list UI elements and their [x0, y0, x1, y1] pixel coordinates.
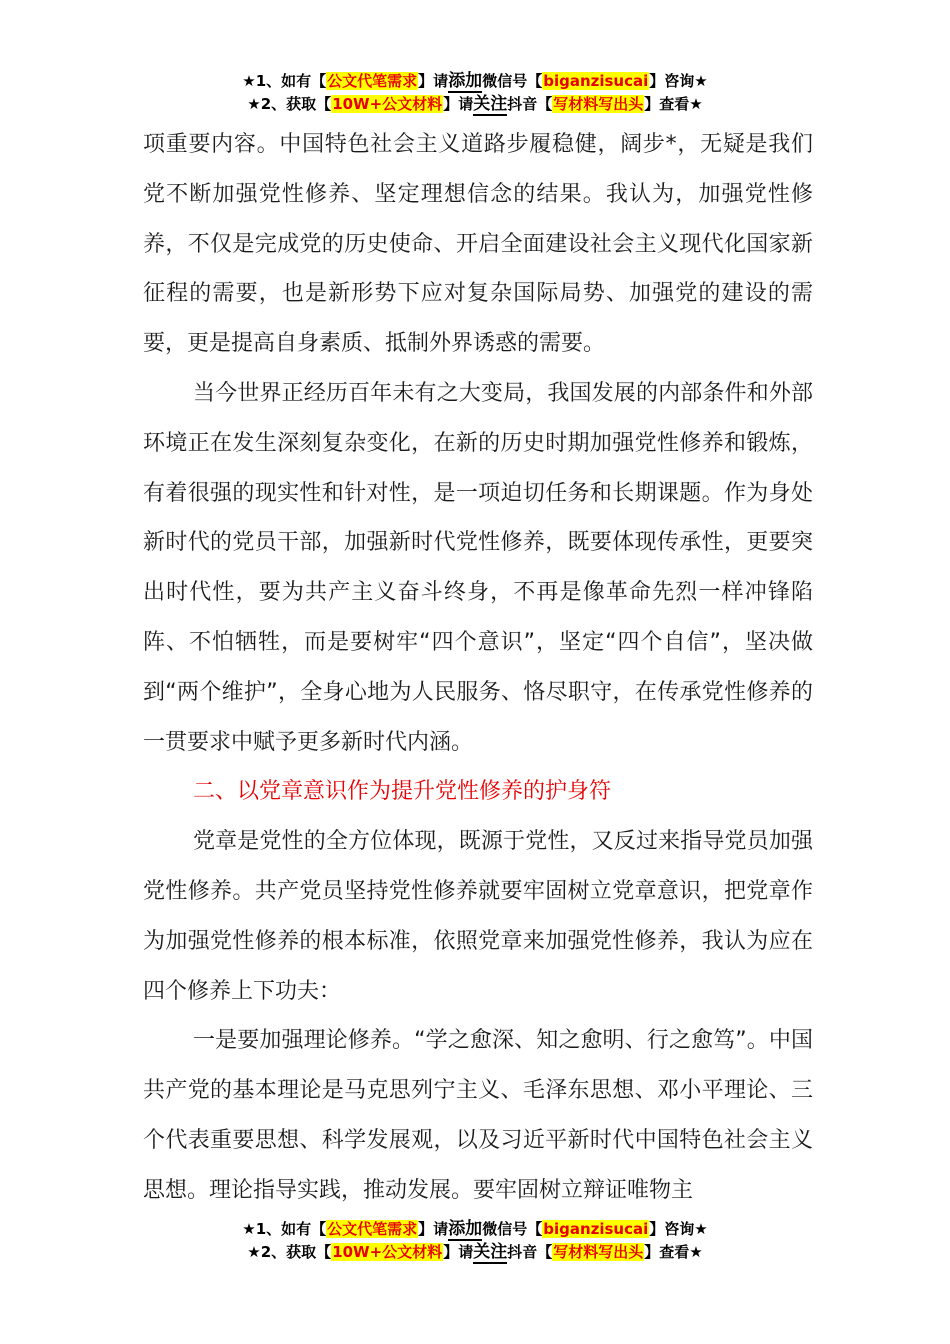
banner-text: 】请 — [418, 72, 449, 90]
banner-highlight: 写材料写出头 — [553, 95, 644, 113]
banner-text: 】查看★ — [644, 95, 703, 113]
banner-text: 抖音【 — [507, 95, 553, 113]
banner-line-2 — [0, 1241, 950, 1264]
section-heading: 二、以党章意识作为提升党性修养的护身符 — [193, 779, 612, 805]
header-banner — [0, 70, 950, 116]
banner-text: 】咨询★ — [649, 1220, 708, 1238]
banner-line-1 — [0, 1218, 950, 1241]
banner-text: ★2、获取【 — [247, 95, 332, 113]
banner-highlight: 10W+公文材料 — [332, 1243, 443, 1261]
banner-highlight: 公文代笔需求 — [327, 72, 418, 90]
banner-line-1 — [0, 70, 950, 93]
banner-highlight: 公文代笔需求 — [327, 1220, 418, 1238]
banner-line-2 — [0, 93, 950, 116]
banner-text: 】咨询★ — [649, 72, 708, 90]
banner-keyword: 添加 — [448, 71, 483, 91]
banner-keyword: 添加 — [448, 1219, 483, 1239]
banner-keyword: 关注 — [473, 1242, 508, 1262]
banner-text: 】请 — [418, 1220, 449, 1238]
paragraph: 一是要加强理论修养。“学之愈深、知之愈明、行之愈笃”。中国共产党的基本理论是马克思列宁主义、毛泽东思想、邓小平理论、三个代表重要思想、科学发展观，以及习近平新时代中国特色社会主义思想。理论指导实践，推动发展。要牢固树立辩证唯物主 — [143, 1028, 813, 1203]
banner-highlight: 写材料写出头 — [553, 1243, 644, 1261]
banner-text: 抖音【 — [507, 1243, 553, 1261]
banner-text: 微信号【 — [482, 72, 543, 90]
document-body — [143, 120, 813, 1216]
banner-highlight: 10W+公文材料 — [332, 95, 443, 113]
banner-text: ★2、获取【 — [247, 1243, 332, 1261]
banner-text: 】查看★ — [644, 1243, 703, 1261]
banner-highlight: biganzisucai — [543, 72, 649, 90]
paragraph: 党章是党性的全方位体现，既源于党性，又反过来指导党员加强党性修养。共产党员坚持党性修养就要牢固树立党章意识，把党章作为加强党性修养的根本标准，依照党章来加强党性修养，我认为应在四个修养上下功夫： — [143, 829, 813, 1004]
banner-keyword: 关注 — [473, 94, 508, 114]
banner-text: 微信号【 — [482, 1220, 543, 1238]
banner-text: ★1、如有【 — [242, 1220, 327, 1238]
paragraph: 项重要内容。中国特色社会主义道路步履稳健，阔步*，无疑是我们党不断加强党性修养、坚定理想信念的结果。我认为，加强党性修养，不仅是完成党的历史使命、开启全面建设社会主义现代化国家新征程的需要，也是新形势下应对复杂国际局势、加强党的建设的需要，更是提高自身素质、抵制外界诱惑的需要。 — [143, 132, 813, 357]
footer-banner — [0, 1218, 950, 1264]
banner-text: 】请 — [443, 95, 474, 113]
banner-text: ★1、如有【 — [242, 72, 327, 90]
banner-highlight: biganzisucai — [543, 1220, 649, 1238]
paragraph: 当今世界正经历百年未有之大变局，我国发展的内部条件和外部环境正在发生深刻复杂变化，在新的历史时期加强党性修养和锻炼，有着很强的现实性和针对性，是一项迫切任务和长期课题。作为身处新时代的党员干部，加强新时代党性修养，既要体现传承性，更要突出时代性，要为共产主义奋斗终身，不再是像革命先烈一样冲锋陷阵、不怕牺牲，而是要树牢“四个意识”，坚定“四个自信”，坚决做到“两个维护”，全身心地为人民服务、恪尽职守，在传承党性修养的一贯要求中赋予更多新时代内涵。 — [143, 380, 813, 755]
banner-text: 】请 — [443, 1243, 474, 1261]
